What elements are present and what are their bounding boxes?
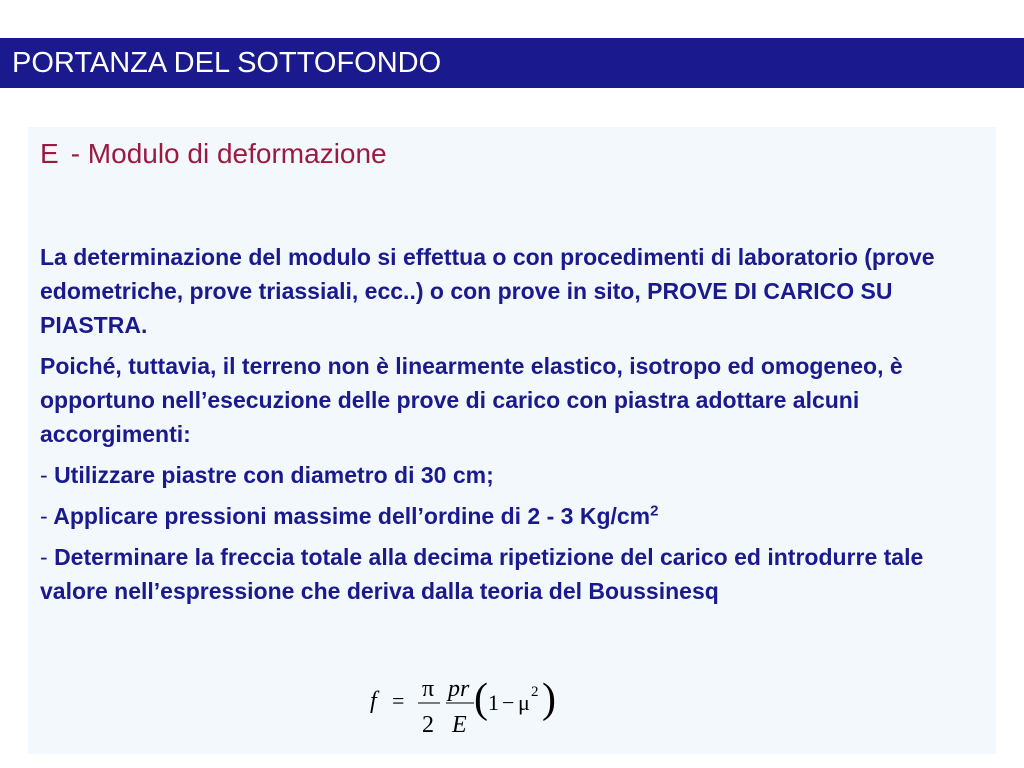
bullet-dash: - bbox=[40, 462, 48, 488]
formula-E: E bbox=[452, 712, 467, 738]
formula-rparen: ) bbox=[542, 676, 556, 722]
bullet-item bbox=[40, 458, 975, 492]
content-panel bbox=[28, 127, 996, 754]
bullet-dash: - bbox=[40, 503, 48, 529]
bullet-text: Determinare la freccia totale alla decima ripetizione del carico ed introdurre tale valore nell’espressione che deriva dalla teoria del Boussinesq bbox=[40, 544, 924, 604]
heading-text: - Modulo di deformazione bbox=[70, 138, 387, 169]
formula-pr: pr bbox=[448, 676, 470, 702]
slide-title: PORTANZA DEL SOTTOFONDO bbox=[12, 47, 442, 79]
body-text bbox=[40, 240, 975, 615]
formula-mu: μ bbox=[518, 690, 530, 715]
paragraph-intro: La determinazione del modulo si effettua o con procedimenti di laboratorio (prove edometriche, prove triassiali, ecc..) o con prove in sito, PROVE DI CARICO SU PIASTRA. bbox=[40, 244, 935, 338]
boussinesq-formula bbox=[364, 672, 564, 742]
formula-pi: π bbox=[422, 676, 435, 702]
formula-f: f bbox=[370, 688, 377, 714]
paragraph-precautions: Poiché, tuttavia, il terreno non è linearmente elastico, isotropo ed omogeneo, è opportuno nell’esecuzione delle prove di carico con piastra adottare alcuni accorgimenti: bbox=[40, 353, 903, 447]
bullet-dash: - bbox=[40, 544, 48, 570]
bullet-text: Utilizzare piastre con diametro di 30 cm; bbox=[54, 462, 494, 488]
superscript: 2 bbox=[650, 502, 659, 520]
formula-exponent: 2 bbox=[531, 684, 539, 700]
formula-one: 1 bbox=[488, 690, 499, 715]
section-heading bbox=[40, 137, 387, 171]
formula-two: 2 bbox=[422, 712, 434, 738]
formula-minus: − bbox=[502, 690, 515, 715]
bullet-text: Applicare pressioni massime dell’ordine di 2 - 3 Kg/cm bbox=[53, 503, 651, 529]
title-bar bbox=[0, 38, 1024, 88]
bullet-item bbox=[40, 540, 975, 608]
formula-equals: = bbox=[392, 688, 405, 713]
bullet-item bbox=[40, 499, 975, 533]
formula-lparen: ( bbox=[474, 676, 488, 722]
heading-symbol: E bbox=[40, 138, 59, 169]
